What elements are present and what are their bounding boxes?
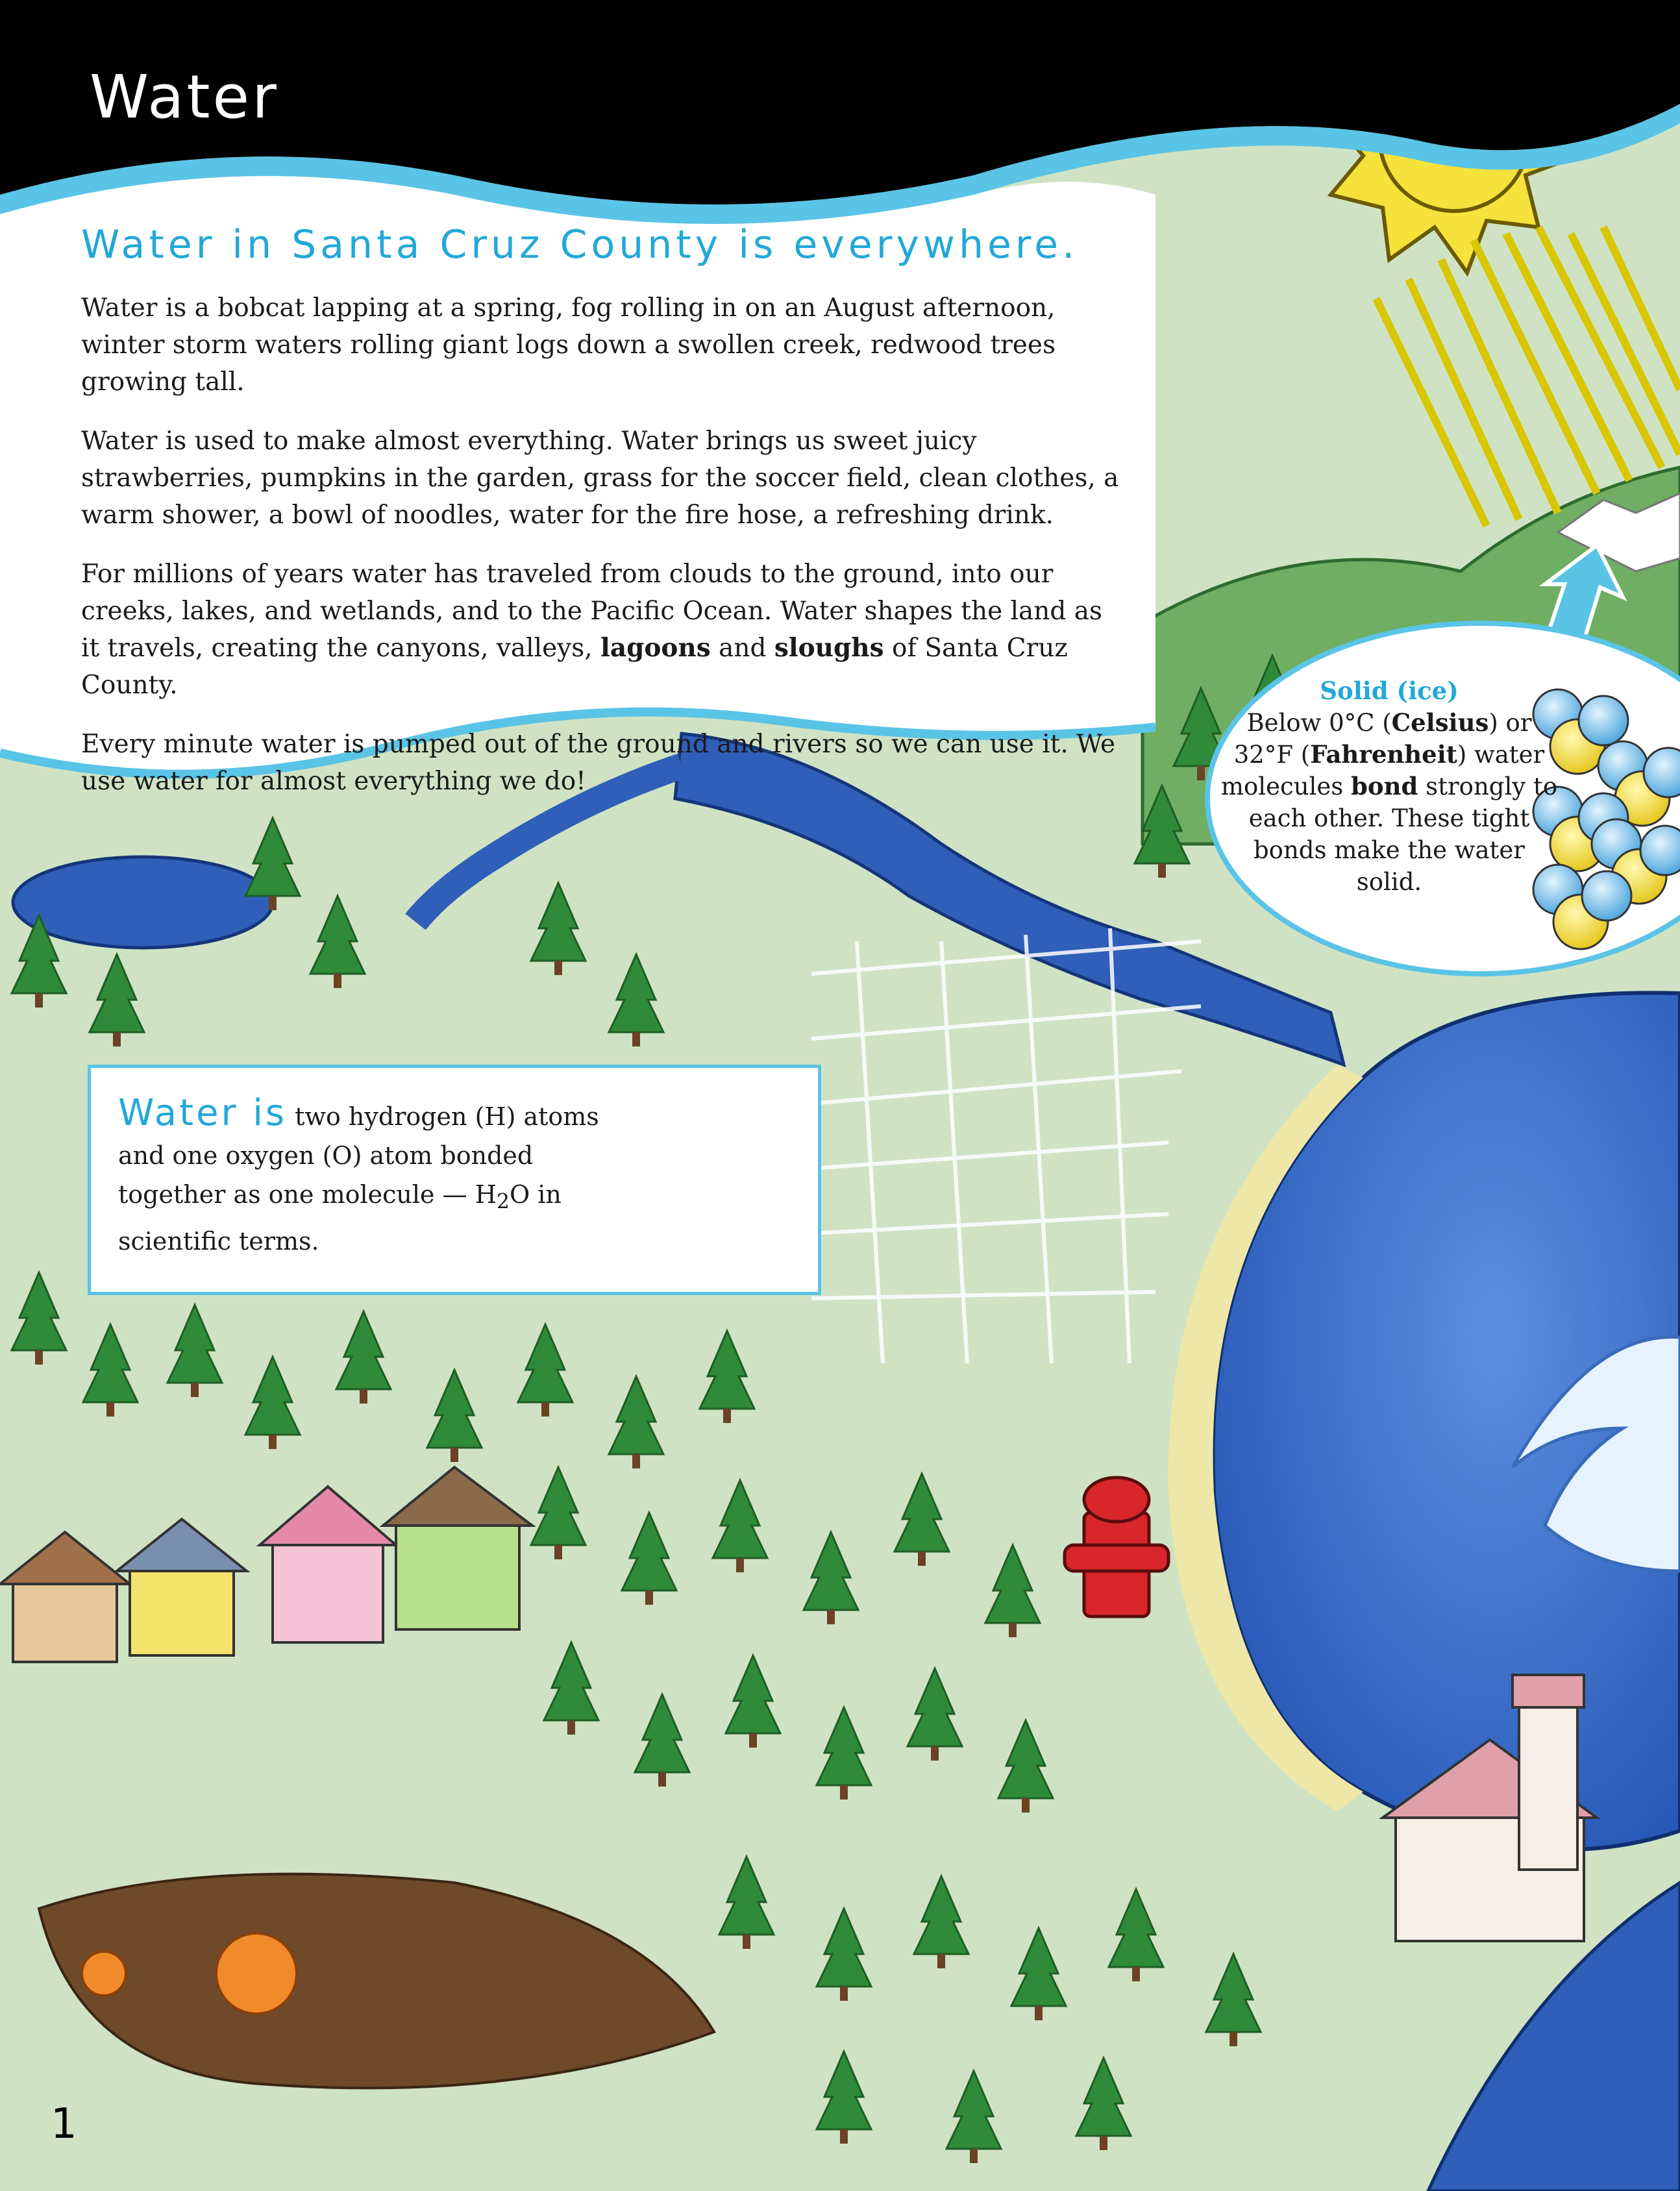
term-sloughs: sloughs — [774, 633, 884, 663]
solid-ice-title: Solid (ice) — [1320, 676, 1459, 705]
intro-paragraph-3-end: of Santa Cruz County. — [81, 634, 1068, 700]
term-lagoons: lagoons — [600, 633, 711, 663]
intro-paragraph-2: Water is used to make almost everything. Water brings us sweet juicy strawberries, pumpkins in the garden, grass for the soccer field, clean clothes, a warm shower, a bowl of noodles, water for the fire hose, a refreshing drink. — [81, 427, 1119, 530]
water-definition-body-end: O in scientific terms. — [118, 1180, 562, 1256]
intro-paragraph-3 — [81, 556, 1126, 704]
intro-paragraph-3-start: For millions of years water has traveled from clouds to the ground, into our creeks, lakes, and wetlands, and to the Pacific Ocean. Water shapes the land as it travels, creating the canyons, valleys, — [81, 560, 1103, 663]
intro-paragraph-4: Every minute water is pumped out of the ground and rivers so we can use it. We use water for almost everything we do! — [81, 730, 1116, 796]
intro-heading: Water in Santa Cruz County is everywhere. — [81, 222, 1079, 267]
water-definition-body: two hydrogen (H) atoms and one oxygen (O) atom bonded together as one molecule — H — [118, 1102, 599, 1209]
solid-text-4: strongly to each other. These tight bonds make the water solid. — [1248, 773, 1558, 896]
solid-ice-text — [1220, 707, 1558, 898]
intro-paragraph-1: Water is a bobcat lapping at a spring, fog rolling in on an August afternoon, winter storm waters rolling giant logs down a swollen creek, redwood trees growing tall. — [81, 293, 1056, 397]
page-title: Water — [90, 62, 279, 132]
term-fahrenheit: Fahrenheit — [1310, 740, 1457, 769]
water-definition-heading: Water is — [118, 1092, 288, 1134]
solid-text-2: ) or 32°F ( — [1233, 709, 1532, 769]
subscript-two: 2 — [496, 1190, 510, 1214]
term-celsius: Celsius — [1391, 708, 1489, 737]
water-definition-box — [88, 1065, 821, 1295]
intro-panel — [19, 195, 1136, 822]
solid-text-3: ) water molecules — [1220, 741, 1545, 800]
term-bond: bond — [1351, 772, 1418, 800]
intro-paragraph-3-and: and — [719, 634, 767, 663]
page-number: 1 — [51, 2100, 77, 2148]
solid-ice-callout — [1220, 675, 1558, 898]
water-definition-text — [118, 1094, 637, 1261]
solid-text-1: Below 0°C ( — [1246, 709, 1392, 737]
